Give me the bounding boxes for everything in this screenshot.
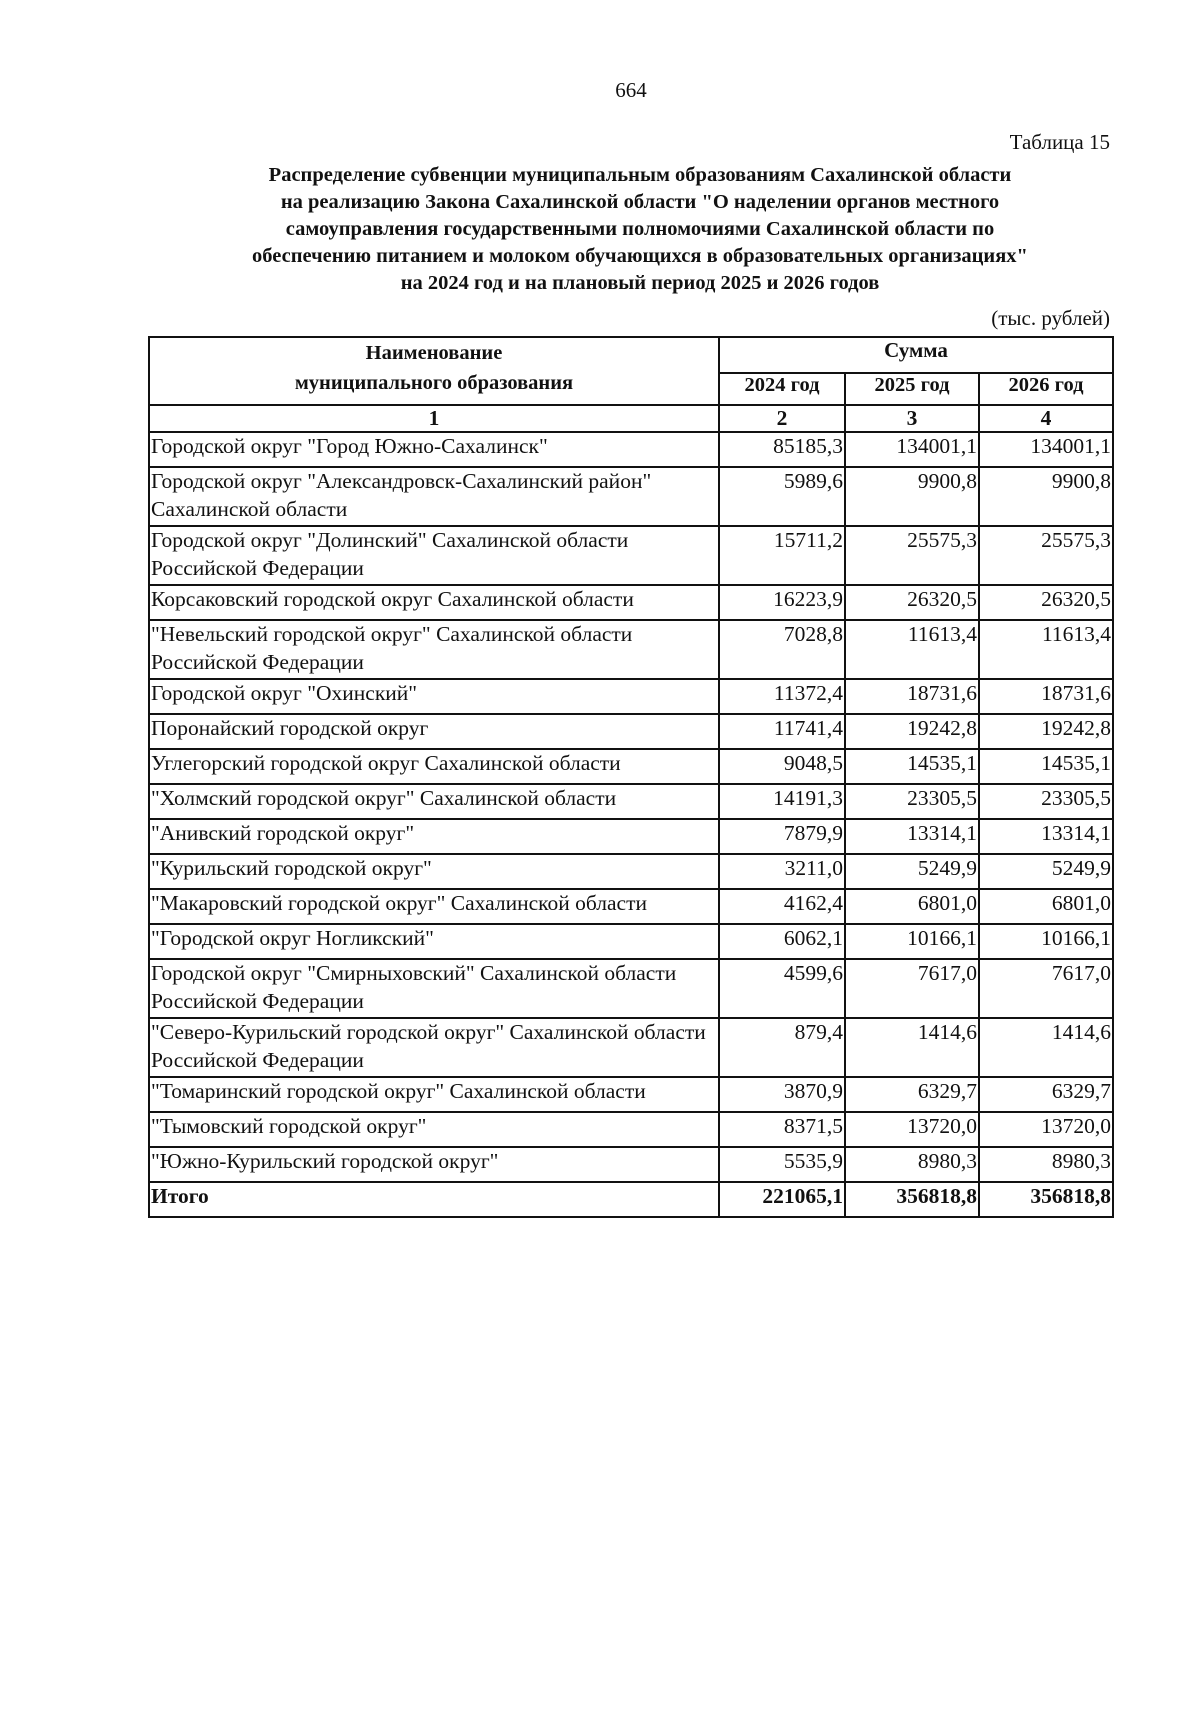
value-2026: 18731,6	[979, 679, 1113, 714]
value-2025: 19242,8	[845, 714, 979, 749]
value-2026: 13314,1	[979, 819, 1113, 854]
value-2026: 5249,9	[979, 854, 1113, 889]
title-line: на реализацию Закона Сахалинской области "О наделении органов местного	[280, 191, 1000, 213]
municipality-name: "Макаровский городской округ" Сахалинской области	[149, 889, 719, 924]
table-row	[149, 959, 1113, 1018]
value-2025: 26320,5	[845, 585, 979, 620]
table-row	[149, 1112, 1113, 1147]
table-row	[149, 585, 1113, 620]
table-row	[149, 714, 1113, 749]
municipality-name: "Северо-Курильский городской округ" Сахалинской области Российской Федерации	[149, 1018, 719, 1077]
value-2025: 5249,9	[845, 854, 979, 889]
value-2024: 3870,9	[719, 1077, 845, 1112]
header-year-2024: 2024 год	[719, 373, 845, 405]
title-line: на 2024 год и на плановый период 2025 и 2026 годов	[400, 272, 880, 294]
value-2025: 7617,0	[845, 959, 979, 1018]
municipality-name: "Курильский городской округ"	[149, 854, 719, 889]
total-row	[149, 1182, 1113, 1217]
value-2025: 134001,1	[845, 432, 979, 467]
header-municipality	[149, 337, 719, 405]
municipality-name: Городской округ "Охинский"	[149, 679, 719, 714]
value-2026: 6801,0	[979, 889, 1113, 924]
municipality-name: "Южно-Курильский городской округ"	[149, 1147, 719, 1182]
title-line: самоуправления государственными полномочиями Сахалинской области по	[285, 218, 995, 240]
total-2026: 356818,8	[979, 1182, 1113, 1217]
value-2024: 11741,4	[719, 714, 845, 749]
value-2025: 6801,0	[845, 889, 979, 924]
header-name-line2: муниципального образования	[294, 372, 574, 394]
value-2026: 9900,8	[979, 467, 1113, 526]
table-row	[149, 526, 1113, 585]
table-row	[149, 1077, 1113, 1112]
value-2024: 6062,1	[719, 924, 845, 959]
value-2026: 1414,6	[979, 1018, 1113, 1077]
header-year-2026: 2026 год	[979, 373, 1113, 405]
table-row	[149, 679, 1113, 714]
value-2026: 6329,7	[979, 1077, 1113, 1112]
value-2025: 9900,8	[845, 467, 979, 526]
table-label: Таблица 15	[1009, 130, 1110, 154]
table-row	[149, 749, 1113, 784]
municipality-name: "Тымовский городской округ"	[149, 1112, 719, 1147]
value-2025: 6329,7	[845, 1077, 979, 1112]
page-number: 664	[615, 78, 647, 102]
column-number: 3	[845, 405, 979, 432]
table-body	[149, 432, 1113, 1182]
municipality-name: "Невельский городской округ" Сахалинской области Российской Федерации	[149, 620, 719, 679]
value-2026: 7617,0	[979, 959, 1113, 1018]
total-2024: 221065,1	[719, 1182, 845, 1217]
value-2026: 134001,1	[979, 432, 1113, 467]
municipality-name: Городской округ "Долинский" Сахалинской области Российской Федерации	[149, 526, 719, 585]
value-2026: 14535,1	[979, 749, 1113, 784]
value-2026: 13720,0	[979, 1112, 1113, 1147]
value-2025: 25575,3	[845, 526, 979, 585]
value-2025: 8980,3	[845, 1147, 979, 1182]
municipality-name: Городской округ "Смирныховский" Сахалинской области Российской Федерации	[149, 959, 719, 1018]
table-row	[149, 432, 1113, 467]
value-2024: 5535,9	[719, 1147, 845, 1182]
value-2024: 9048,5	[719, 749, 845, 784]
value-2026: 11613,4	[979, 620, 1113, 679]
municipality-name: Поронайский городской округ	[149, 714, 719, 749]
value-2025: 10166,1	[845, 924, 979, 959]
total-label: Итого	[149, 1182, 719, 1217]
value-2024: 5989,6	[719, 467, 845, 526]
value-2024: 16223,9	[719, 585, 845, 620]
value-2025: 1414,6	[845, 1018, 979, 1077]
table-row	[149, 854, 1113, 889]
value-2025: 18731,6	[845, 679, 979, 714]
value-2025: 14535,1	[845, 749, 979, 784]
municipality-name: "Городской округ Ногликский"	[149, 924, 719, 959]
value-2024: 8371,5	[719, 1112, 845, 1147]
units-label: (тыс. рублей)	[991, 306, 1110, 330]
title-line: обеспечению питанием и молоком обучающихся в образовательных организациях"	[252, 245, 1028, 267]
title-line: Распределение субвенции муниципальным образованиям Сахалинской области	[268, 164, 1012, 186]
value-2024: 4162,4	[719, 889, 845, 924]
value-2024: 14191,3	[719, 784, 845, 819]
value-2026: 26320,5	[979, 585, 1113, 620]
value-2024: 11372,4	[719, 679, 845, 714]
value-2025: 13720,0	[845, 1112, 979, 1147]
table-row	[149, 1018, 1113, 1077]
value-2026: 25575,3	[979, 526, 1113, 585]
value-2024: 879,4	[719, 1018, 845, 1077]
value-2025: 23305,5	[845, 784, 979, 819]
municipality-name: Корсаковский городской округ Сахалинской области	[149, 585, 719, 620]
municipality-name: "Томаринский городской округ" Сахалинской области	[149, 1077, 719, 1112]
municipality-name: Городской округ "Город Южно-Сахалинск"	[149, 432, 719, 467]
value-2024: 3211,0	[719, 854, 845, 889]
municipality-name: "Анивский городской округ"	[149, 819, 719, 854]
value-2025: 13314,1	[845, 819, 979, 854]
municipality-name: Городской округ "Александровск-Сахалинский район" Сахалинской области	[149, 467, 719, 526]
value-2024: 4599,6	[719, 959, 845, 1018]
column-number: 4	[979, 405, 1113, 432]
table-row	[149, 620, 1113, 679]
table-row	[149, 784, 1113, 819]
value-2025: 11613,4	[845, 620, 979, 679]
table-row	[149, 889, 1113, 924]
table-row	[149, 1147, 1113, 1182]
header-sum: Сумма	[719, 337, 1113, 373]
value-2026: 10166,1	[979, 924, 1113, 959]
total-2025: 356818,8	[845, 1182, 979, 1217]
table-row	[149, 924, 1113, 959]
value-2026: 8980,3	[979, 1147, 1113, 1182]
value-2024: 7879,9	[719, 819, 845, 854]
document-title	[145, 162, 1135, 297]
value-2026: 19242,8	[979, 714, 1113, 749]
subvention-table	[148, 336, 1114, 1218]
value-2026: 23305,5	[979, 784, 1113, 819]
value-2024: 15711,2	[719, 526, 845, 585]
table-row	[149, 819, 1113, 854]
header-name-line1: Наименование	[365, 342, 503, 364]
column-number: 2	[719, 405, 845, 432]
value-2024: 85185,3	[719, 432, 845, 467]
table-row	[149, 467, 1113, 526]
column-number: 1	[149, 405, 719, 432]
municipality-name: Углегорский городской округ Сахалинской области	[149, 749, 719, 784]
municipality-name: "Холмский городской округ" Сахалинской области	[149, 784, 719, 819]
header-year-2025: 2025 год	[845, 373, 979, 405]
value-2024: 7028,8	[719, 620, 845, 679]
